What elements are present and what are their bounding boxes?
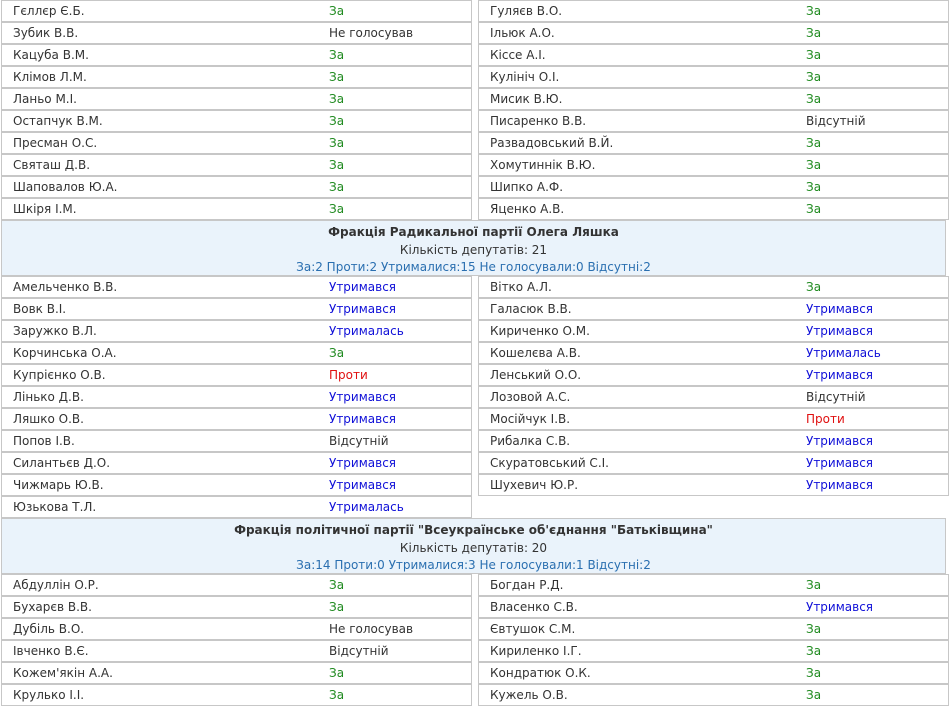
vote-result: За (329, 70, 345, 84)
vote-result: Не голосував (329, 622, 414, 636)
faction-header (1, 220, 946, 276)
vote-result: Відсутній (806, 114, 866, 128)
vote-result: За (806, 280, 822, 294)
deputy-cell (478, 452, 949, 474)
deputy-cell (1, 110, 472, 132)
vote-result: Утримався (806, 456, 874, 470)
empty-cell (478, 496, 947, 516)
deputy-name: Ляшко О.В. (13, 412, 84, 426)
vote-result: За (329, 666, 345, 680)
table-row (0, 408, 952, 430)
deputy-cell (478, 66, 949, 88)
vote-result: Утримався (806, 600, 874, 614)
deputy-cell (1, 596, 472, 618)
deputy-cell (1, 640, 472, 662)
table-row (0, 66, 952, 88)
table-row (0, 640, 952, 662)
vote-result: Проти (329, 368, 368, 382)
deputy-name: Попов І.В. (13, 434, 75, 448)
vote-result: Утрималась (329, 500, 404, 514)
deputy-name: Галасюк В.В. (490, 302, 572, 316)
vote-result: За (806, 666, 822, 680)
deputy-name: Кужель О.В. (490, 688, 568, 702)
deputy-cell (1, 298, 472, 320)
table-row (0, 364, 952, 386)
deputy-cell (478, 408, 949, 430)
vote-result: Утримався (806, 324, 874, 338)
deputy-cell (478, 22, 949, 44)
deputy-name: Заружко В.Л. (13, 324, 97, 338)
deputy-name: Власенко С.В. (490, 600, 578, 614)
deputy-name: Чижмарь Ю.В. (13, 478, 104, 492)
vote-result: За (806, 158, 822, 172)
faction-deputy-count: Кількість депутатів: 20 (399, 541, 548, 555)
deputy-name: Шипко А.Ф. (490, 180, 564, 194)
vote-result: Утримався (329, 390, 397, 404)
vote-result: За (329, 346, 345, 360)
table-row (0, 320, 952, 342)
vote-result: Утримався (806, 368, 874, 382)
deputy-cell (478, 662, 949, 684)
deputy-cell (478, 44, 949, 66)
deputy-cell (1, 22, 472, 44)
deputy-cell (478, 198, 949, 220)
vote-result: За (329, 158, 345, 172)
vote-result: За (329, 92, 345, 106)
deputy-name: Святаш Д.В. (13, 158, 91, 172)
vote-result: За (329, 600, 345, 614)
table-row (0, 0, 952, 22)
vote-result: За (806, 26, 822, 40)
vote-result: За (806, 48, 822, 62)
deputy-name: Гуляєв В.О. (490, 4, 563, 18)
table-row (0, 298, 952, 320)
vote-result: За (806, 180, 822, 194)
vote-result: За (806, 688, 822, 702)
deputy-name: Бухарєв В.В. (13, 600, 92, 614)
table-row (0, 662, 952, 684)
table-row (0, 176, 952, 198)
deputy-cell (478, 640, 949, 662)
deputy-cell (1, 430, 472, 452)
deputy-cell (1, 574, 472, 596)
deputy-cell (1, 154, 472, 176)
table-row (0, 154, 952, 176)
deputy-cell (1, 474, 472, 496)
deputy-name: Развадовський В.Й. (490, 136, 614, 150)
vote-result: За (329, 180, 345, 194)
vote-result: За (806, 202, 822, 216)
deputy-cell (478, 386, 949, 408)
deputy-cell (1, 176, 472, 198)
deputy-name: Кулініч О.І. (490, 70, 560, 84)
deputy-name: Яценко А.В. (490, 202, 565, 216)
deputy-cell (1, 276, 472, 298)
table-row (0, 452, 952, 474)
vote-result: За (806, 70, 822, 84)
vote-result: Утримався (329, 478, 397, 492)
deputy-name: Писаренко В.В. (490, 114, 587, 128)
vote-result: Утрималась (329, 324, 404, 338)
faction-vote-stats: За:14 Проти:0 Утрималися:3 Не голосували:1 Відсутні:2 (296, 558, 651, 572)
deputy-name: Дубіль В.О. (13, 622, 85, 636)
deputy-cell (478, 618, 949, 640)
deputy-cell (1, 496, 472, 518)
faction-title: Фракція Радикальної партії Олега Ляшка (328, 225, 619, 239)
vote-result: Відсутній (329, 644, 389, 658)
deputy-name: Мисик В.Ю. (490, 92, 563, 106)
faction-deputy-count: Кількість депутатів: 21 (399, 243, 548, 257)
deputy-name: Скуратовський С.І. (490, 456, 609, 470)
deputy-name: Кацуба В.М. (13, 48, 89, 62)
vote-result: За (329, 688, 345, 702)
deputy-cell (1, 198, 472, 220)
deputy-cell (478, 342, 949, 364)
deputy-cell (478, 684, 949, 706)
deputy-cell (478, 298, 949, 320)
deputy-cell (478, 574, 949, 596)
table-row (0, 88, 952, 110)
deputy-name: Кондратюк О.К. (490, 666, 591, 680)
table-row (0, 596, 952, 618)
deputy-cell (478, 110, 949, 132)
table-row (0, 496, 952, 518)
deputy-cell (1, 408, 472, 430)
deputy-name: Лозовой А.С. (490, 390, 571, 404)
vote-result: За (329, 48, 345, 62)
vote-result: Утримався (329, 456, 397, 470)
deputy-name: Крулько І.І. (13, 688, 85, 702)
deputy-cell (1, 662, 472, 684)
deputy-cell (1, 364, 472, 386)
vote-result: За (806, 136, 822, 150)
deputy-name: Шаповалов Ю.А. (13, 180, 118, 194)
vote-result: За (806, 4, 822, 18)
deputy-cell (1, 618, 472, 640)
vote-result: Проти (806, 412, 845, 426)
deputy-name: Вовк В.І. (13, 302, 67, 316)
deputy-cell (1, 452, 472, 474)
table-row (0, 276, 952, 298)
deputy-cell (1, 684, 472, 706)
vote-result: Утримався (329, 412, 397, 426)
vote-result: Утримався (329, 302, 397, 316)
vote-result: За (329, 114, 345, 128)
deputy-name: Силантьєв Д.О. (13, 456, 111, 470)
vote-result: Утримався (806, 302, 874, 316)
deputy-name: Остапчук В.М. (13, 114, 103, 128)
deputy-name: Шухевич Ю.Р. (490, 478, 579, 492)
table-row (0, 386, 952, 408)
vote-result: За (329, 578, 345, 592)
deputy-cell (1, 342, 472, 364)
deputy-cell (1, 0, 472, 22)
faction-vote-stats: За:2 Проти:2 Утрималися:15 Не голосували:0 Відсутні:2 (296, 260, 651, 274)
table-row (0, 618, 952, 640)
deputy-name: Клімов Л.М. (13, 70, 87, 84)
deputy-name: Амельченко В.В. (13, 280, 118, 294)
deputy-cell (478, 0, 949, 22)
deputy-name: Ільюк А.О. (490, 26, 555, 40)
deputy-name: Євтушок С.М. (490, 622, 576, 636)
vote-result: Утримався (329, 280, 397, 294)
deputy-name: Абдуллін О.Р. (13, 578, 99, 592)
deputy-name: Кошелєва А.В. (490, 346, 581, 360)
deputy-cell (478, 474, 949, 496)
deputy-name: Лінько Д.В. (13, 390, 84, 404)
deputy-name: Зубик В.В. (13, 26, 79, 40)
vote-result: За (806, 578, 822, 592)
deputy-name: Шкіря І.М. (13, 202, 77, 216)
vote-result: За (806, 92, 822, 106)
table-row (0, 110, 952, 132)
deputy-name: Кожем'якін А.А. (13, 666, 113, 680)
table-row (0, 22, 952, 44)
deputy-name: Корчинська О.А. (13, 346, 117, 360)
table-row (0, 198, 952, 220)
faction-title: Фракція політичної партії "Всеукраїнське об'єднання "Батьківщина" (234, 523, 713, 537)
deputy-name: Хомутиннік В.Ю. (490, 158, 596, 172)
deputy-name: Пресман О.С. (13, 136, 98, 150)
deputy-name: Кіссе А.І. (490, 48, 546, 62)
vote-result: Не голосував (329, 26, 414, 40)
vote-result: За (806, 622, 822, 636)
deputy-name: Вітко А.Л. (490, 280, 552, 294)
deputy-cell (478, 154, 949, 176)
table-row (0, 574, 952, 596)
deputy-cell (1, 66, 472, 88)
deputy-cell (478, 320, 949, 342)
deputy-cell (1, 44, 472, 66)
deputy-name: Юзькова Т.Л. (13, 500, 97, 514)
deputy-cell (478, 276, 949, 298)
deputy-name: Богдан Р.Д. (490, 578, 564, 592)
deputy-cell (478, 430, 949, 452)
deputy-name: Івченко В.Є. (13, 644, 89, 658)
table-row (0, 430, 952, 452)
deputy-cell (1, 132, 472, 154)
deputy-cell (478, 364, 949, 386)
table-row (0, 132, 952, 154)
deputy-cell (478, 176, 949, 198)
table-row (0, 342, 952, 364)
deputy-cell (478, 132, 949, 154)
deputy-name: Ланьо М.І. (13, 92, 77, 106)
deputy-name: Кириленко І.Г. (490, 644, 582, 658)
table-row (0, 474, 952, 496)
deputy-cell (1, 386, 472, 408)
vote-result: Відсутній (806, 390, 866, 404)
deputy-cell (478, 596, 949, 618)
deputy-cell (478, 88, 949, 110)
vote-result: Утримався (806, 434, 874, 448)
table-row (0, 684, 952, 706)
deputy-cell (1, 320, 472, 342)
vote-result: За (329, 136, 345, 150)
vote-result: За (329, 4, 345, 18)
vote-result: Утрималась (806, 346, 881, 360)
vote-result: Утримався (806, 478, 874, 492)
deputy-name: Ленський О.О. (490, 368, 582, 382)
deputy-cell (1, 88, 472, 110)
vote-result: За (329, 202, 345, 216)
table-row (0, 44, 952, 66)
faction-header (1, 518, 946, 574)
deputy-name: Мосійчук І.В. (490, 412, 571, 426)
deputy-name: Купрієнко О.В. (13, 368, 106, 382)
vote-result: Відсутній (329, 434, 389, 448)
deputy-name: Кириченко О.М. (490, 324, 590, 338)
deputy-name: Рибалка С.В. (490, 434, 571, 448)
vote-result: За (806, 644, 822, 658)
deputy-name: Гєллєр Є.Б. (13, 4, 85, 18)
